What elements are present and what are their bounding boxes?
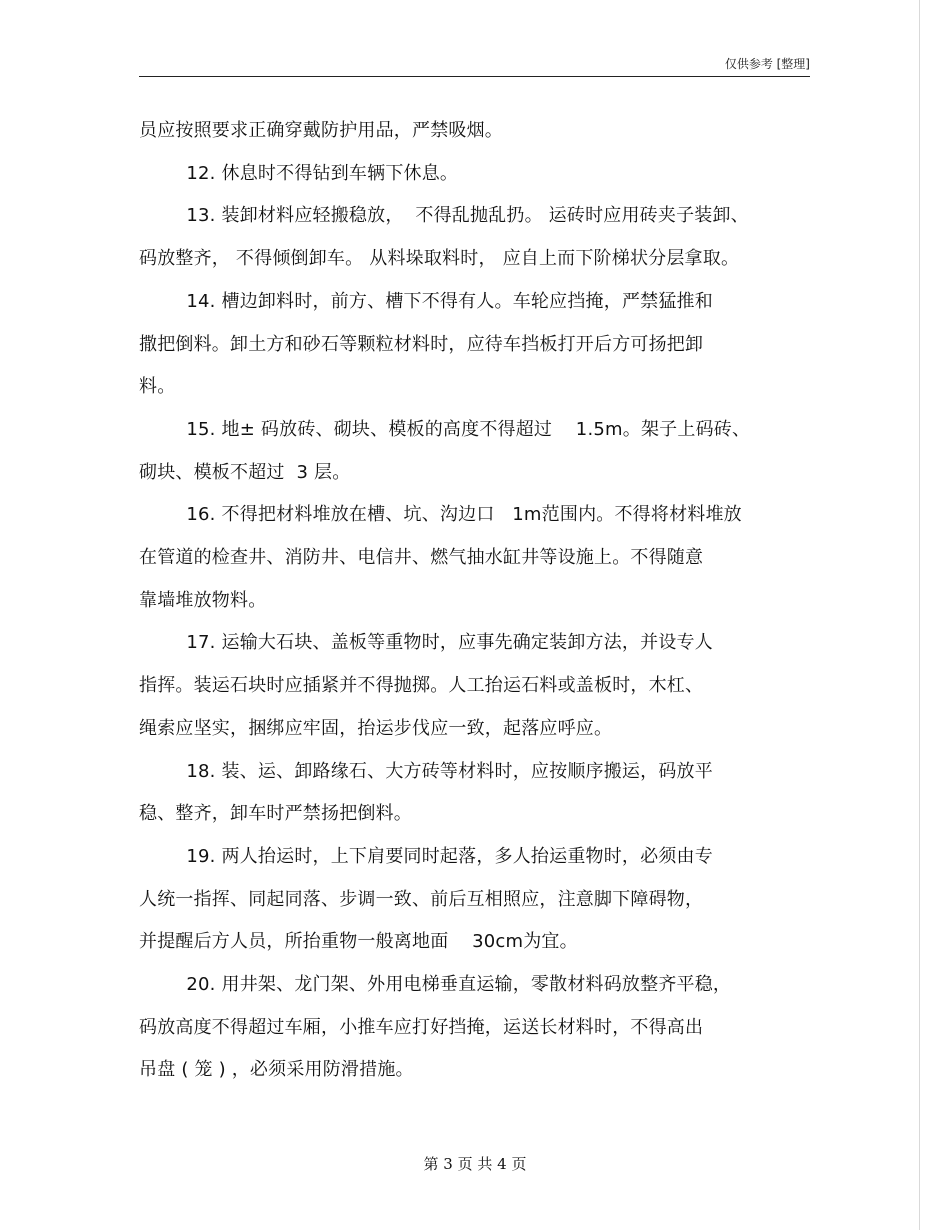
text-line: 码放高度不得超过车厢，小推车应打好挡掩，运送长材料时，不得高出 (139, 1016, 704, 1038)
text-line: 人统一指挥、同起同落、步调一致、前后互相照应，注意脚下障碍物， (139, 888, 704, 910)
text-line: 撒把倒料。卸土方和砂石等颗粒材料时，应待车挡板打开后方可扬把卸 (139, 333, 704, 355)
text-line: 16. 不得把材料堆放在槽、坑、沟边口 1m范围内。不得将材料堆放 (139, 504, 742, 526)
text-line: 18. 装、运、卸路缘石、大方砖等材料时，应按顺序搬运，码放平 (139, 760, 713, 782)
text-line: 砌块、模板不超过 3 层。 (139, 461, 351, 483)
text-line: 吊盘 ( 笼 ) ，必须采用防滑措施。 (139, 1059, 414, 1081)
text-line: 料。 (139, 376, 176, 398)
text-line: 19. 两人抬运时，上下肩要同时起落，多人抬运重物时，必须由专 (139, 845, 713, 867)
text-line: 绳索应坚实，捆绑应牢固，抬运步伐应一致，起落应呼应。 (139, 717, 613, 739)
text-line: 17. 运输大石块、盖板等重物时，应事先确定装卸方法，并设专人 (139, 632, 713, 654)
header-text: 仅供参考 [整理] (724, 57, 810, 71)
text-line: 指挥。装运石块时应插紧并不得抛掷。人工抬运石料或盖板时，木杠、 (139, 675, 704, 697)
text-line: 码放整齐， 不得倾倒卸车。 从料垛取料时， 应自上而下阶梯状分层拿取。 (139, 248, 740, 270)
text-line: 14. 槽边卸料时，前方、槽下不得有人。车轮应挡掩，严禁猛推和 (139, 290, 713, 312)
text-line: 在管道的检查井、消防井、电信井、燃气抽水缸井等设施上。不得随意 (139, 547, 704, 569)
text-line: 稳、整齐，卸车时严禁扬把倒料。 (139, 803, 412, 825)
text-line: 20. 用井架、龙门架、外用电梯垂直运输，零散材料码放整齐平稳， (139, 974, 732, 996)
text-line: 12. 休息时不得钻到车辆下休息。 (139, 162, 459, 184)
text-line: 13. 装卸材料应轻搬稳放， 不得乱抛乱扔。 运砖时应用砖夹子装卸、 (139, 205, 749, 227)
page-header (139, 56, 810, 77)
text-line: 靠墙堆放物料。 (139, 589, 267, 611)
text-line: 员应按照要求正确穿戴防护用品，严禁吸烟。 (139, 120, 503, 141)
text-line: 15. 地± 码放砖、砌块、模板的高度不得超过 1.5m。架子上码砖、 (139, 418, 751, 440)
page-footer: 第 3 页 共 4 页 (423, 1155, 527, 1173)
text-line: 并提醒后方人员，所抬重物一般离地面 30cm为宜。 (139, 931, 578, 953)
document-body (139, 110, 810, 1092)
